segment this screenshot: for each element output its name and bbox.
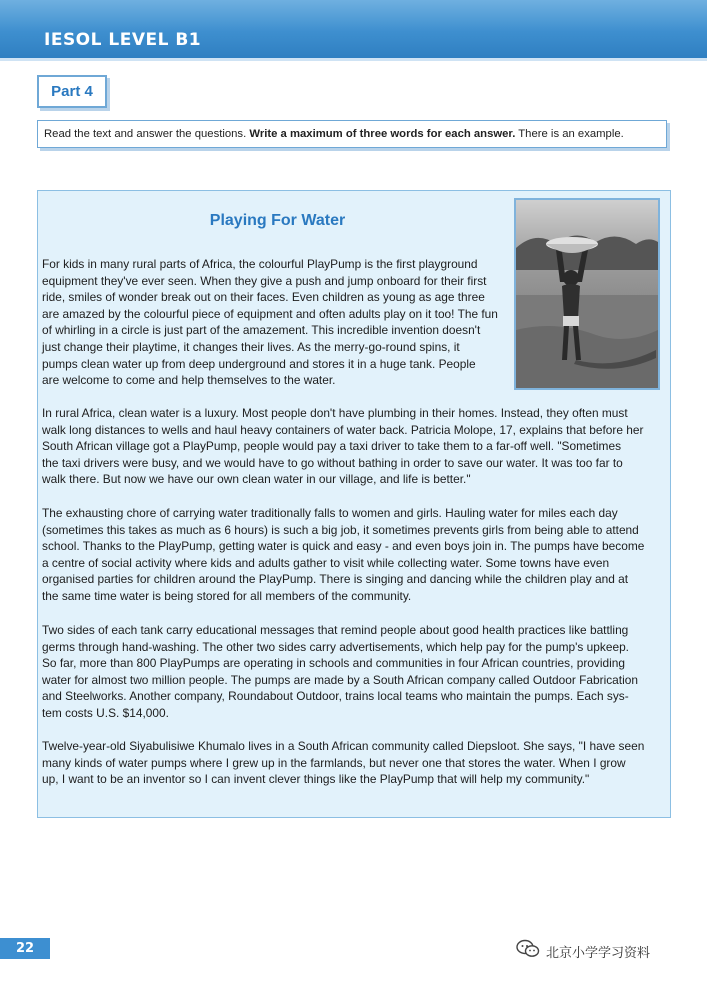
instruction-bold: Write a maximum of three words for each answer. [249, 128, 516, 140]
page-number: 22 [15, 941, 35, 956]
paragraph-line: the same time water is being stored for all members of the community. [42, 588, 412, 603]
paragraph-line: are amazed by the colourful piece of equipment and often adults play on it too! The fun [42, 306, 498, 321]
paragraph-line: The exhausting chore of carrying water traditionally falls to women and girls. Hauling water for miles each day [42, 506, 618, 520]
article-paragraph-4 [42, 622, 667, 722]
paragraph-line: equipment they've ever seen. When they give a push and jump onboard for their first [42, 273, 487, 288]
paragraph-line: just change their playtime, it changes their lives. As the merry-go-round spins, it [42, 339, 460, 354]
paragraph-line: (sometimes this takes as much as 6 hours) is such a big job, it sometimes prevents girls from being able to attend [42, 522, 639, 537]
instruction-text [44, 128, 624, 140]
paragraph-line: walk long distances to wells and haul heavy containers of water back. Patricia Molope, 17, explains that before her [42, 422, 644, 437]
paragraph-line: Twelve-year-old Siyabulisiwe Khumalo lives in a South African community called Diepsloot. She says, "I have seen [42, 739, 645, 753]
paragraph-line: tem costs U.S. $14,000. [42, 705, 169, 720]
paragraph-line: water for almost two million people. The pumps are made by a South African company called Outdoor Fabrication [42, 672, 638, 687]
page-number-badge [0, 938, 50, 959]
paragraph-line: Two sides of each tank carry educational messages that remind people about good health practices like battling [42, 623, 629, 637]
paragraph-line: of whirling in a circle is just part of the amazement. This incredible invention doesn't [42, 323, 481, 338]
header-title: IESOL LEVEL B1 [44, 30, 202, 50]
paragraph-line: In rural Africa, clean water is a luxury. Most people don't have plumbing in their homes. Instead, they often must [42, 406, 628, 420]
watermark-text: 北京小学学习资料 [546, 945, 651, 961]
article-title: Playing For Water [209, 212, 346, 229]
paragraph-line: So far, more than 800 PlayPumps are operating in schools and communities in four African countries, providing [42, 656, 625, 671]
article-paragraph-2 [42, 405, 667, 488]
wechat-icon [516, 939, 540, 963]
instruction-box [37, 120, 667, 148]
article-paragraph-5 [42, 738, 667, 788]
part-label: Part 4 [51, 83, 93, 100]
paragraph-line: a centre of social activity where kids and adults gather to visit while collecting water. Some towns have even [42, 555, 610, 570]
paragraph-line: the taxi drivers were busy, and we would have to go without bathing in order to save our water. It was too far to [42, 455, 623, 470]
paragraph-line: are welcome to come and help themselves to the water. [42, 373, 336, 388]
watermark [516, 941, 650, 961]
paragraph-line: school. Thanks to the PlayPump, getting water is quick and easy - and even boys join in. The pumps have become [42, 539, 645, 554]
part-label-box [37, 75, 107, 108]
article-paragraph-1 [42, 256, 512, 389]
paragraph-line: up, I want to be an inventor so I can invent clever things like the PlayPump that will help my community." [42, 772, 590, 787]
paragraph-line: South African village got a PlayPump, people would pay a taxi driver to take them to a far-off well. "Sometimes [42, 439, 622, 454]
paragraph-line: many kinds of water pumps where I grew up in the farmlands, but never one that stores the water. When I grow [42, 755, 626, 770]
paragraph-line: For kids in many rural parts of Africa, the colourful PlayPump is the first playground [42, 257, 478, 271]
instruction-before: Read the text and answer the questions. [44, 128, 250, 140]
paragraph-line: organised parties for children around the PlayPump. There is singing and dancing while the children play and at [42, 572, 629, 587]
header-divider [0, 58, 707, 61]
paragraph-line: pumps clean water up from deep underground and stores it in a huge tank. People [42, 356, 476, 371]
paragraph-line: germs through hand-washing. The other two sides carry advertisements, which help pay for the pump's upkeep. [42, 639, 629, 654]
paragraph-line: ride, smiles of wonder break out on their faces. Even children as young as age three [42, 290, 485, 305]
paragraph-line: and Steelworks. Another company, Roundabout Outdoor, trains local teams who maintain the pumps. Each sys- [42, 689, 629, 704]
article-paragraph-3 [42, 505, 667, 605]
child-carrying-water-bowl-photo [514, 198, 660, 390]
paragraph-line: walk there. But now we have our own clean water in our village, and life is better." [42, 472, 471, 487]
instruction-after: There is an example. [515, 128, 624, 140]
